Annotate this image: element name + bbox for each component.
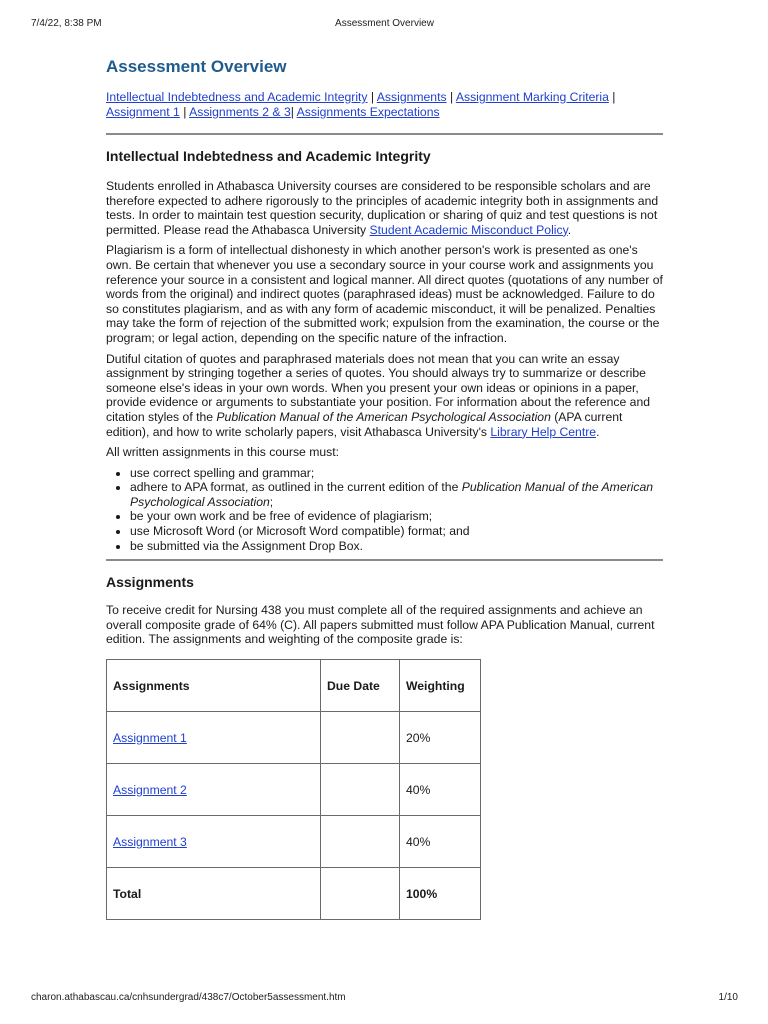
nav-separator: | bbox=[608, 90, 616, 104]
table-total-row bbox=[107, 868, 481, 920]
list-item: • use correct spelling and grammar; bbox=[130, 466, 663, 481]
nav-link-assignment-1[interactable]: Assignment 1 bbox=[106, 105, 180, 119]
list-item: • be submitted via the Assignment Drop Box. bbox=[130, 539, 663, 554]
page-number: 1/10 bbox=[718, 992, 738, 1003]
requirements-intro: All written assignments in this course must: bbox=[106, 445, 340, 460]
column-header-assignments: Assignments bbox=[107, 660, 321, 712]
nav-separator: | bbox=[179, 105, 190, 119]
nav-separator: | bbox=[367, 90, 377, 104]
integrity-paragraph-2: Plagiarism is a form of intellectual dishonesty in which another person's work is presented as one's own. Be certain that whenever you use a secondary source in your course work and assignments you reference your source in a consistent and logical manner. All direct quotes (quotations of any number of words from the original) and indirect quotes (paraphrased ideas) must be acknowledged. Failure to do so constitutes plagiarism, and as with any form of academic misconduct, it will be penalized. Penalties may take the form of rejection of the submitted work; expulsion from the examination, the course or the program; or legal action, depending on the specific nature of the infraction. bbox=[106, 243, 663, 345]
print-url: charon.athabascau.ca/cnhsundergrad/438c7/October5assessment.htm bbox=[31, 992, 346, 1003]
nav-link-marking-criteria[interactable]: Assignment Marking Criteria bbox=[455, 90, 609, 104]
section-divider bbox=[106, 133, 663, 135]
total-label: Total bbox=[107, 868, 321, 920]
total-weighting: 100% bbox=[400, 868, 481, 920]
print-header bbox=[31, 18, 738, 32]
assignment-2-link[interactable]: Assignment 2 bbox=[113, 782, 187, 797]
misconduct-policy-link[interactable]: Student Academic Misconduct Policy bbox=[369, 222, 568, 237]
section-divider bbox=[106, 559, 663, 561]
list-item: • adhere to APA format, as outlined in the current edition of the Publication Manual of the American Psychological Association; bbox=[130, 480, 663, 509]
assignments-intro: To receive credit for Nursing 438 you must complete all of the required assignments and achieve an overall composite grade of 64% (C). All papers submitted must follow APA Publication Manual, current edition. The assignments and weighting of the composite grade is: bbox=[106, 603, 655, 647]
main-content bbox=[106, 56, 663, 920]
print-timestamp: 7/4/22, 8:38 PM bbox=[31, 18, 102, 29]
weighting-cell: 40% bbox=[400, 764, 481, 816]
table-row bbox=[107, 712, 481, 764]
due-date-cell bbox=[321, 816, 400, 868]
table-header-row bbox=[107, 660, 481, 712]
due-date-cell bbox=[321, 764, 400, 816]
nav-link-expectations[interactable]: Assignments Expectations bbox=[296, 105, 440, 119]
requirements-list bbox=[106, 466, 663, 554]
integrity-paragraph-3: Dutiful citation of quotes and paraphrased materials does not mean that you can write an essay assignment by stringing together a series of quotes. You should always try to summarize or describe someone else's ideas in your own words. When you present your own ideas or opinions in a paper, provide evidence or arguments to substantiate your position. For information about the reference and citation styles of the Publication Manual of the American Psychological Association (APA current edition), and how to write scholarly papers, visit Athabasca University's Library Help Centre. bbox=[106, 351, 651, 439]
weighting-cell: 40% bbox=[400, 816, 481, 868]
section-nav bbox=[106, 90, 663, 120]
due-date-cell bbox=[321, 712, 400, 764]
nav-link-academic-integrity[interactable]: Intellectual Indebtedness and Academic Integrity bbox=[106, 90, 368, 104]
table-row bbox=[107, 764, 481, 816]
column-header-due-date: Due Date bbox=[321, 660, 400, 712]
list-item: • use Microsoft Word (or Microsoft Word compatible) format; and bbox=[130, 524, 663, 539]
nav-link-assignments-2-3[interactable]: Assignments 2 & 3 bbox=[189, 105, 291, 119]
nav-separator: | bbox=[446, 90, 456, 104]
weighting-cell: 20% bbox=[400, 712, 481, 764]
assignment-1-link[interactable]: Assignment 1 bbox=[113, 730, 187, 745]
assignment-3-link[interactable]: Assignment 3 bbox=[113, 834, 187, 849]
table-row bbox=[107, 816, 481, 868]
page-title: Assessment Overview bbox=[106, 57, 287, 76]
due-date-cell bbox=[321, 868, 400, 920]
column-header-weighting: Weighting bbox=[400, 660, 481, 712]
assignments-table bbox=[106, 659, 481, 920]
nav-separator: | bbox=[290, 105, 297, 119]
print-footer bbox=[31, 992, 738, 1006]
library-help-centre-link[interactable]: Library Help Centre bbox=[490, 424, 597, 439]
integrity-paragraph-1: Students enrolled in Athabasca University courses are considered to be responsible scholars and are therefore expected to adhere rigorously to the principles of academic integrity both in assignments and tests. In order to maintain test question security, duplication or sharing of quiz and test questions is not permitted. Please read the Athabasca University Student Academic Misconduct Policy. bbox=[106, 179, 659, 237]
list-item: • be your own work and be free of evidence of plagiarism; bbox=[130, 509, 663, 524]
integrity-heading: Intellectual Indebtedness and Academic Integrity bbox=[106, 148, 431, 164]
nav-link-assignments[interactable]: Assignments bbox=[376, 90, 447, 104]
assignments-heading: Assignments bbox=[106, 574, 194, 591]
print-title: Assessment Overview bbox=[335, 18, 434, 29]
